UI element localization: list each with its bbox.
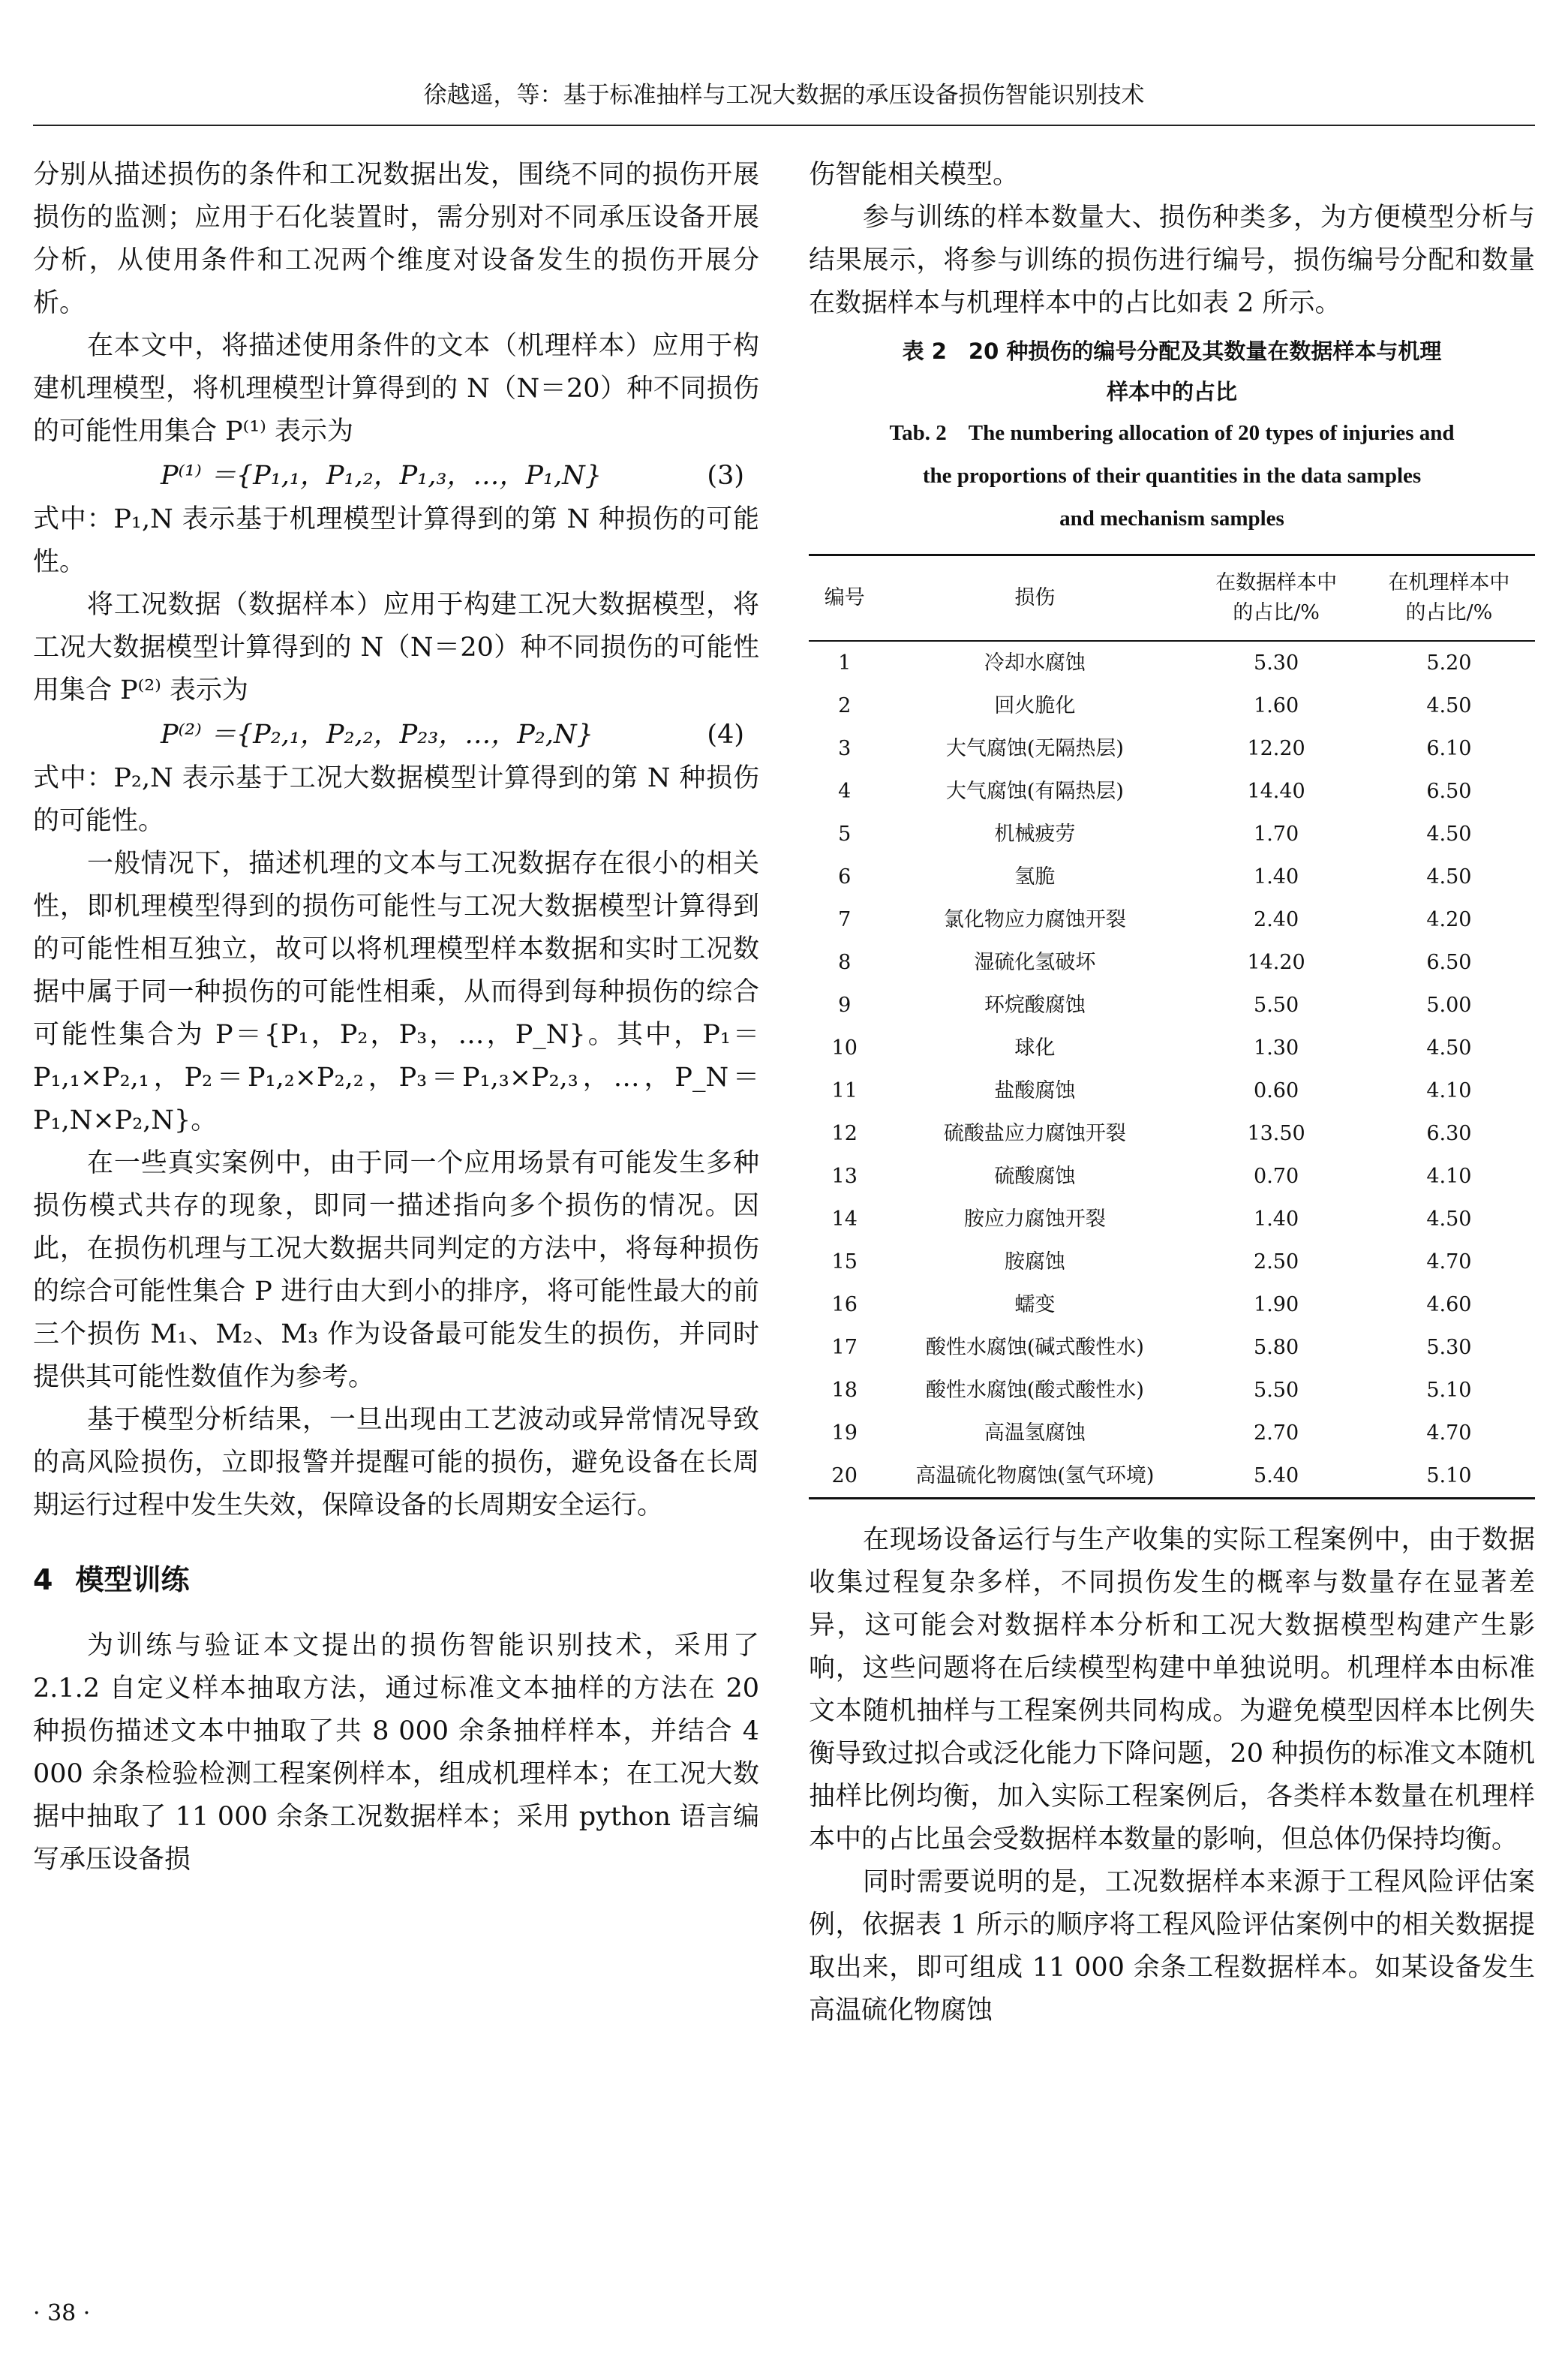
section-title: 模型训练: [75, 1563, 190, 1596]
paragraph: 为训练与验证本文提出的损伤智能识别技术，采用了 2.1.2 自定义样本抽取方法，通过标准文本抽样的方法在 20 种损伤描述文本中抽取了共 8 000 余条抽样样本，并结合 4 000 余条检验检测工程案例样本，组成机理样本；在工况大数据中抽取了 11 000 余条工况数据样本；采用 python 语言编写承压设备损: [33, 1631, 759, 1875]
table-cell: 蠕变: [1014, 1292, 1056, 1316]
table-row: [809, 1326, 1535, 1369]
paragraph: 式中：P₂,N 表示基于工况大数据模型计算得到的第 N 种损伤的可能性。: [33, 763, 759, 836]
table-cell: 4: [838, 779, 852, 803]
table-row: [809, 1454, 1535, 1499]
table-row: [809, 770, 1535, 813]
table-cell: 2.70: [1254, 1421, 1299, 1445]
table-cell: 球化: [1014, 1036, 1056, 1060]
table-row: [809, 1069, 1535, 1112]
table-cell: 5.10: [1426, 1378, 1472, 1402]
equation-4: [33, 712, 759, 757]
table-cell: 1: [838, 651, 852, 675]
table-cell: 3: [838, 736, 852, 760]
table-cell: 4.50: [1426, 865, 1472, 889]
table-row: [809, 1112, 1535, 1155]
table-cell: 9: [838, 993, 852, 1017]
table-cell: 5.30: [1254, 651, 1299, 675]
table-cell: 12.20: [1247, 736, 1305, 760]
table-cell: 0.60: [1254, 1078, 1299, 1102]
table-cell: 12: [831, 1121, 858, 1145]
paragraph: 基于模型分析结果，一旦出现由工艺波动或异常情况导致的高风险损伤，立即报警并提醒可能的损伤，避免设备在长周期运行过程中发生失效，保障设备的长周期安全运行。: [33, 1405, 759, 1520]
table-cell: 1.40: [1254, 865, 1299, 889]
table-cell: 胺腐蚀: [1004, 1250, 1065, 1274]
table-cell: 5.50: [1254, 1378, 1299, 1402]
running-header: 徐越遥，等：基于标准抽样与工况大数据的承压设备损伤智能识别技术: [33, 66, 1535, 126]
page-number: · 38 ·: [33, 2300, 91, 2326]
table-cell: 20: [809, 1454, 880, 1499]
table-cell: 4.50: [1426, 693, 1472, 717]
table-cell: 4.10: [1426, 1078, 1472, 1102]
table-cell: 冷却水腐蚀: [984, 651, 1086, 675]
table-cell: 酸性水腐蚀(碱式酸性水): [925, 1335, 1144, 1359]
table-row: [809, 727, 1535, 770]
table-cell: 1.90: [1254, 1292, 1299, 1316]
table-cell: 1.70: [1254, 822, 1299, 846]
paragraph: 同时需要说明的是，工况数据样本来源于工程风险评估案例，依据表 1 所示的顺序将工程风险评估案例中的相关数据提取出来，即可组成 11 000 余条工程数据样本。如某设备发生高温硫化物腐蚀: [809, 1867, 1535, 2026]
table-cell: 4.70: [1426, 1421, 1472, 1445]
paragraph: 式中：P₁,N 表示基于机理模型计算得到的第 N 种损伤的可能性。: [33, 504, 759, 577]
table-cell: 环烷酸腐蚀: [984, 993, 1086, 1017]
table-row: [809, 684, 1535, 727]
table-cell: 13.50: [1247, 1121, 1305, 1145]
caption-line: 表 2 20 种损伤的编号分配及其数量在数据样本与机理: [902, 338, 1442, 364]
table-cell: 高温硫化物腐蚀(氢气环境): [880, 1454, 1189, 1499]
table-cell: 8: [838, 950, 852, 974]
equation-body: P⁽¹⁾ ＝{P₁,₁，P₁,₂，P₁,₃，…，P₁,N}: [161, 461, 602, 491]
table-cell: 机械疲劳: [994, 822, 1076, 846]
table-row: [809, 641, 1535, 684]
table-cell: 盐酸腐蚀: [994, 1078, 1076, 1102]
table-cell: 7: [838, 907, 852, 931]
table-cell: 11: [831, 1078, 858, 1102]
table-cell: 5.30: [1426, 1335, 1472, 1359]
table-cell: 2.50: [1254, 1250, 1299, 1274]
table-cell: 6.10: [1426, 736, 1472, 760]
table-cell: 16: [831, 1292, 858, 1316]
table-cell: 4.10: [1426, 1164, 1472, 1188]
header-cell: 在机理样本中 的占比/%: [1363, 555, 1535, 642]
header-cell: 在数据样本中 的占比/%: [1189, 555, 1362, 642]
table-cell: 18: [831, 1378, 858, 1402]
damage-table: [809, 554, 1535, 1499]
table-cell: 6: [838, 865, 852, 889]
table-cell: 回火脆化: [994, 693, 1076, 717]
table-cell: 5.10: [1363, 1454, 1535, 1499]
table-cell: 4.70: [1426, 1250, 1472, 1274]
table-cell: 2.40: [1254, 907, 1299, 931]
table-cell: 1.30: [1254, 1036, 1299, 1060]
table-caption-en: [809, 412, 1535, 540]
table-cell: 14: [831, 1207, 858, 1231]
table-cell: 6.50: [1426, 779, 1472, 803]
header-cell: 编号: [809, 555, 880, 642]
paragraph: 在本文中，将描述使用条件的文本（机理样本）应用于构建机理模型，将机理模型计算得到的 N（N＝20）种不同损伤的可能性用集合 P⁽¹⁾ 表示为: [33, 331, 759, 447]
equation-number: (4): [707, 720, 744, 750]
table-cell: 14.40: [1247, 779, 1305, 803]
table-cell: 大气腐蚀(无隔热层): [945, 736, 1124, 760]
table-cell: 19: [831, 1421, 858, 1445]
table-cell: 大气腐蚀(有隔热层): [945, 779, 1124, 803]
table-row: [809, 898, 1535, 941]
table-cell: 高温氢腐蚀: [984, 1421, 1086, 1445]
caption-line: 样本中的占比: [1106, 379, 1237, 405]
table-cell: 17: [831, 1335, 858, 1359]
table-cell: 5.00: [1426, 993, 1472, 1017]
table-cell: 4.50: [1426, 822, 1472, 846]
equation-3: [33, 453, 759, 498]
paragraph: 分别从描述损伤的条件和工况数据出发，围绕不同的损伤开展损伤的监测；应用于石化装置时，需分别对不同承压设备开展分析，从使用条件和工况两个维度对设备发生的损伤开展分析。: [33, 160, 759, 318]
table-cell: 1.40: [1254, 1207, 1299, 1231]
table-cell: 5.80: [1254, 1335, 1299, 1359]
table-cell: 15: [831, 1250, 858, 1274]
table-cell: 14.20: [1247, 950, 1305, 974]
equation-body: P⁽²⁾ ＝{P₂,₁，P₂,₂，P₂₃，…，P₂,N}: [161, 720, 593, 750]
section-heading: [33, 1557, 759, 1602]
table-row: [809, 856, 1535, 898]
table-row: [809, 1412, 1535, 1454]
caption-line: and mechanism samples: [1059, 507, 1284, 531]
table-cell: 0.70: [1254, 1164, 1299, 1188]
table-cell: 4.50: [1426, 1207, 1472, 1231]
paragraph: 在现场设备运行与生产收集的实际工程案例中，由于数据收集过程复杂多样，不同损伤发生的概率与数量存在显著差异，这可能会对数据样本分析和工况大数据模型构建产生影响，这些问题将在后续模型构建中单独说明。机理样本由标准文本随机抽样与工程案例共同构成。为避免模型因样本比例失衡导致过拟合或泛化能力下降问题，20 种损伤的标准文本随机抽样比例均衡，加入实际工程案例后，各类样本数量在机理样本中的占比虽会受数据样本数量的影响，但总体仍保持均衡。: [809, 1525, 1535, 1854]
paragraph: 参与训练的样本数量大、损伤种类多，为方便模型分析与结果展示，将参与训练的损伤进行编号，损伤编号分配和数量在数据样本与机理样本中的占比如表 2 所示。: [809, 203, 1535, 318]
table-cell: 5.40: [1189, 1454, 1362, 1499]
paragraph: 在一些真实案例中，由于同一个应用场景有可能发生多种损伤模式共存的现象，即同一描述指向多个损伤的情况。因此，在损伤机理与工况大数据共同判定的方法中，将每种损伤的综合可能性集合 P 进行由大到小的排序，将可能性最大的前三个损伤 M₁、M₂、M₃ 作为设备最可能发生的损伤，并同时提供其可能性数值作为参考。: [33, 1148, 759, 1392]
table-cell: 硫酸盐应力腐蚀开裂: [943, 1121, 1126, 1145]
table-cell: 硫酸腐蚀: [994, 1164, 1076, 1188]
table-cell: 5: [838, 822, 852, 846]
table-header-row: [809, 555, 1535, 642]
left-column: [33, 154, 759, 1881]
table-row: [809, 1198, 1535, 1241]
table-row: [809, 813, 1535, 856]
caption-line: the proportions of their quantities in the data samples: [922, 464, 1422, 488]
equation-number: (3): [707, 461, 744, 491]
table-row: [809, 1027, 1535, 1069]
paragraph: 伤智能相关模型。: [809, 160, 1020, 190]
paragraph: 一般情况下，描述机理的文本与工况数据存在很小的相关性，即机理模型得到的损伤可能性与工况大数据模型计算得到的可能性相互独立，故可以将机理模型样本数据和实时工况数据中属于同一种损伤的可能性相乘，从而得到每种损伤的综合可能性集合为 P＝{P₁，P₂，P₃，…，P_N}。其中，P₁＝P₁,₁×P₂,₁，P₂＝P₁,₂×P₂,₂，P₃＝P₁,₃×P₂,₃，…，P_N＝P₁,N×P₂,N}。: [33, 849, 759, 1135]
table-cell: 4.20: [1426, 907, 1472, 931]
table-row: [809, 941, 1535, 984]
table-cell: 胺应力腐蚀开裂: [963, 1207, 1106, 1231]
table-cell: 4.60: [1426, 1292, 1472, 1316]
table-cell: 10: [831, 1036, 858, 1060]
table-cell: 氯化物应力腐蚀开裂: [943, 907, 1126, 931]
table-row: [809, 1283, 1535, 1326]
table-cell: 酸性水腐蚀(酸式酸性水): [925, 1378, 1144, 1402]
table-caption-cn: [809, 331, 1535, 412]
table-cell: 2: [838, 693, 852, 717]
table-cell: 氢脆: [1014, 865, 1056, 889]
table-row: [809, 1369, 1535, 1412]
table-cell: 5.50: [1254, 993, 1299, 1017]
table-row: [809, 1155, 1535, 1198]
table-row: [809, 1241, 1535, 1283]
header-cell: 损伤: [880, 555, 1189, 642]
table-cell: 4.50: [1426, 1036, 1472, 1060]
table-row: [809, 984, 1535, 1027]
caption-line: Tab. 2 The numbering allocation of 20 types of injuries and: [889, 421, 1455, 445]
section-number: 4: [33, 1563, 53, 1596]
paragraph: 将工况数据（数据样本）应用于构建工况大数据模型，将工况大数据模型计算得到的 N（N＝20）种不同损伤的可能性用集合 P⁽²⁾ 表示为: [33, 590, 759, 705]
table-cell: 13: [831, 1164, 858, 1188]
table-cell: 1.60: [1254, 693, 1299, 717]
table-cell: 6.50: [1426, 950, 1472, 974]
right-column: [809, 154, 1535, 2032]
table-cell: 6.30: [1426, 1121, 1472, 1145]
table-cell: 5.20: [1426, 651, 1472, 675]
table-cell: 湿硫化氢破坏: [974, 950, 1096, 974]
